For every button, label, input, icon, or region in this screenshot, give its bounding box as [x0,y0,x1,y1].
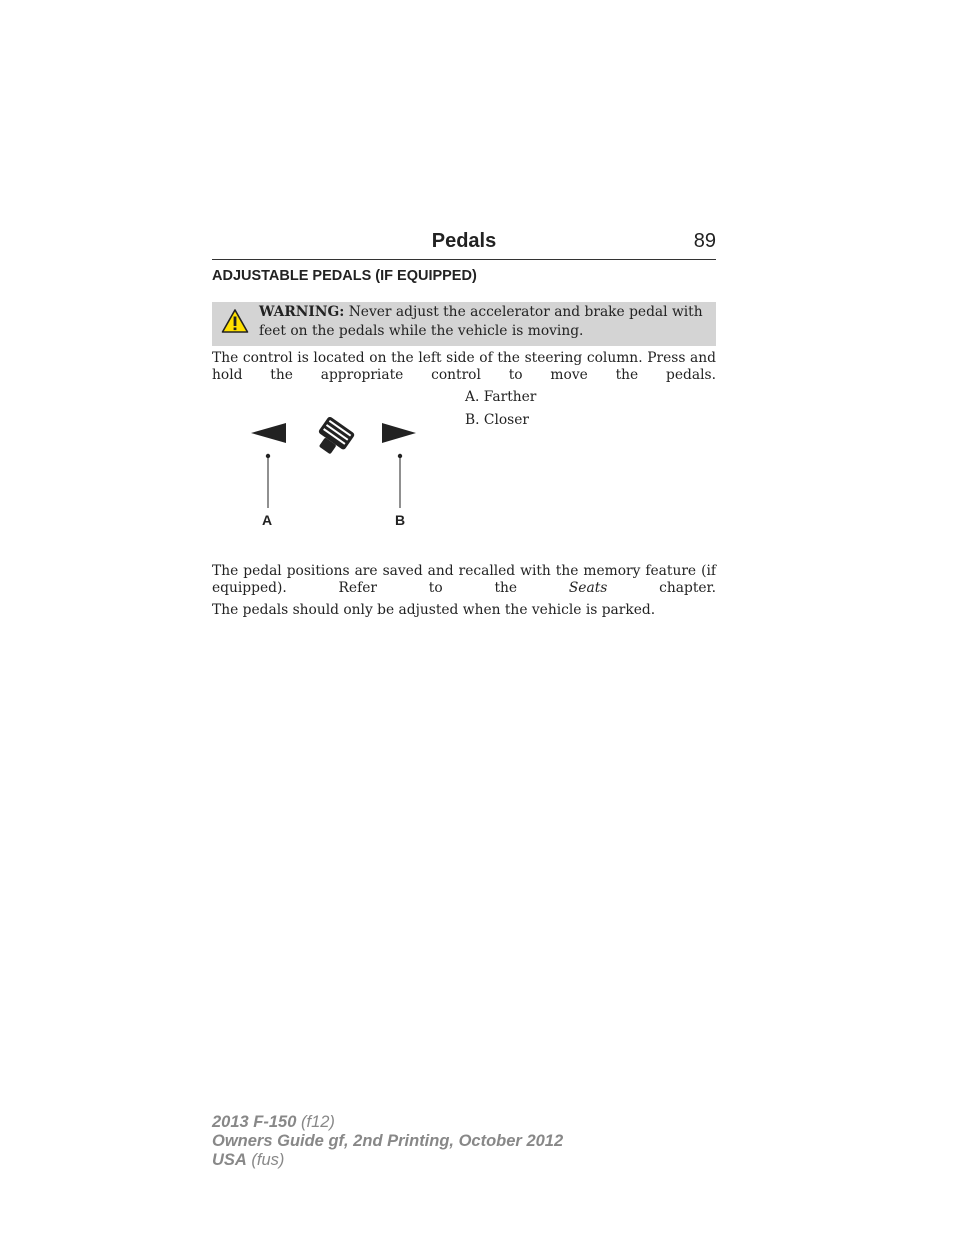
arrow-left-icon [251,423,286,443]
callout-dot-b [398,454,402,458]
section-heading: ADJUSTABLE PEDALS (IF EQUIPPED) [212,268,477,284]
footer-model-line [212,1113,563,1132]
warning-text [259,303,709,341]
chapter-title: Pedals [431,230,497,252]
memory-text-before: The pedal positions are saved and recalled with the memory feature (if equipped). Refer to the [212,563,716,596]
warning-message: Never adjust the accelerator and brake pedal with feet on the pedals while the vehicle is moving. [259,304,703,339]
footer-model: 2013 F-150 [212,1113,297,1131]
warning-label: WARNING: [259,304,345,320]
legend-item-a: A. Farther [465,389,537,405]
page-footer [212,1113,563,1170]
page-number: 89 [693,230,716,252]
arrow-right-icon [382,423,416,443]
footer-market: USA [212,1151,247,1169]
footer-guide-line: Owners Guide gf, 2nd Printing, October 2012 [212,1132,564,1150]
warning-triangle-icon [221,308,249,334]
pedal-icon [311,416,355,460]
paragraph-parked-note: The pedals should only be adjusted when the vehicle is parked. [212,602,656,618]
callout-dot-a [266,454,270,458]
paragraph-control-location: The control is located on the left side of the steering column. Press and hold the appropriate control to move the pedals. [212,350,716,383]
figure-label-a: A [262,512,273,528]
footer-market-code: (fus) [246,1151,285,1169]
footer-market-line [212,1151,563,1170]
seats-chapter-reference: Seats [568,580,608,596]
warning-box [212,302,716,346]
memory-text-after: chapter. [607,580,716,596]
legend-item-b: B. Closer [465,412,530,428]
page-header [212,229,716,260]
footer-model-code: (f12) [296,1113,335,1131]
figure-label-b: B [395,512,406,528]
